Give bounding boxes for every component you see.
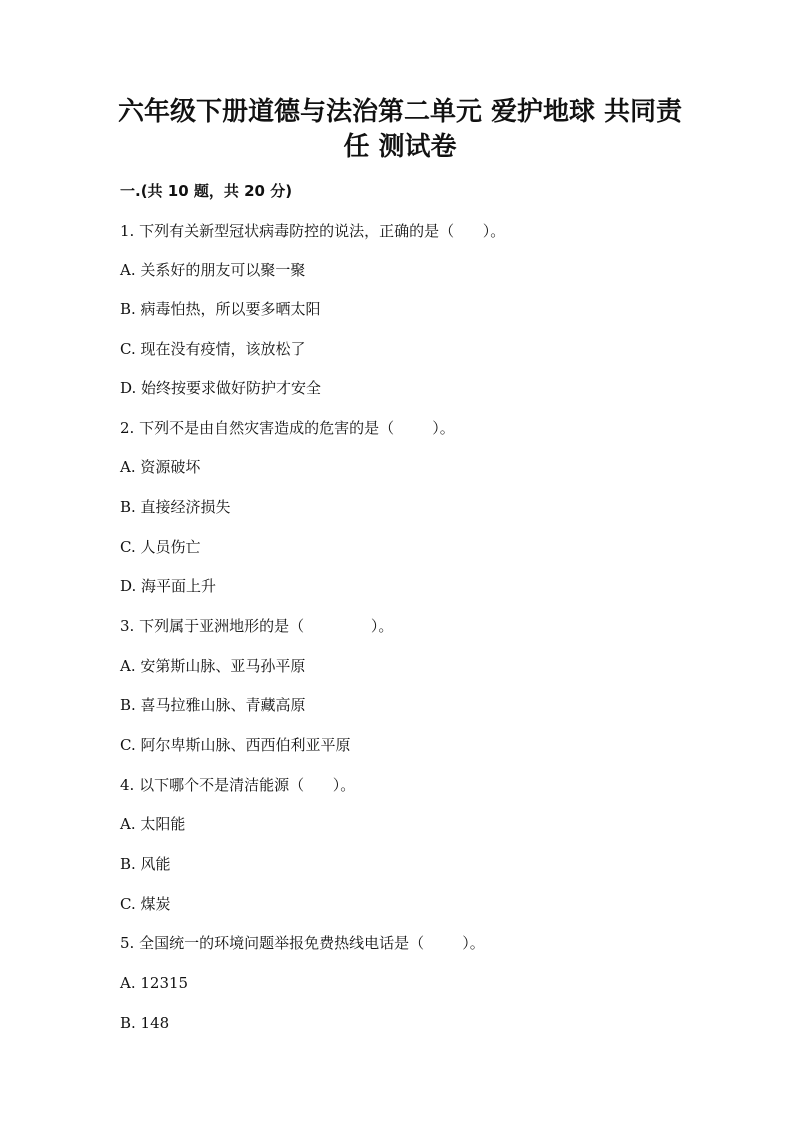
- q3-option-a: A. 安第斯山脉、亚马孙平原: [120, 657, 306, 675]
- q2-option-c: C. 人员伤亡: [120, 538, 201, 556]
- q5-option-b: B. 148: [120, 1014, 170, 1032]
- q2-option-d: D. 海平面上升: [120, 577, 217, 595]
- q1-option-a: A. 关系好的朋友可以聚一聚: [120, 261, 306, 279]
- q3-option-b: B. 喜马拉雅山脉、青藏高原: [120, 696, 306, 714]
- page-title-line-1: 六年级下册道德与法治第二单元 爱护地球 共同责: [117, 97, 683, 127]
- q5-option-a: A. 12315: [120, 974, 189, 992]
- page-title-line-2: 任 测试卷: [343, 132, 457, 162]
- q3-option-c: C. 阿尔卑斯山脉、西西伯利亚平原: [120, 736, 351, 754]
- q1-option-c: C. 现在没有疫情，该放松了: [120, 340, 306, 358]
- q4-option-b: B. 风能: [120, 855, 171, 873]
- question-2: 2. 下列不是由自然灾害造成的危害的是（ ）。: [120, 419, 455, 437]
- q2-option-a: A. 资源破坏: [120, 458, 201, 476]
- q1-option-b: B. 病毒怕热，所以要多晒太阳: [120, 300, 321, 318]
- q1-option-d: D. 始终按要求做好防护才安全: [120, 379, 322, 397]
- question-5: 5. 全国统一的环境问题举报免费热线电话是（ ）。: [120, 934, 485, 952]
- q4-option-c: C. 煤炭: [120, 895, 171, 913]
- question-3: 3. 下列属于亚洲地形的是（ ）。: [120, 617, 394, 635]
- q2-option-b: B. 直接经济损失: [120, 498, 231, 516]
- question-4: 4. 以下哪个不是清洁能源（ ）。: [120, 776, 356, 794]
- question-1: 1. 下列有关新型冠状病毒防控的说法，正确的是（ ）。: [120, 222, 506, 240]
- section-heading: 一.(共 10 题，共 20 分): [120, 182, 293, 200]
- q4-option-a: A. 太阳能: [120, 815, 186, 833]
